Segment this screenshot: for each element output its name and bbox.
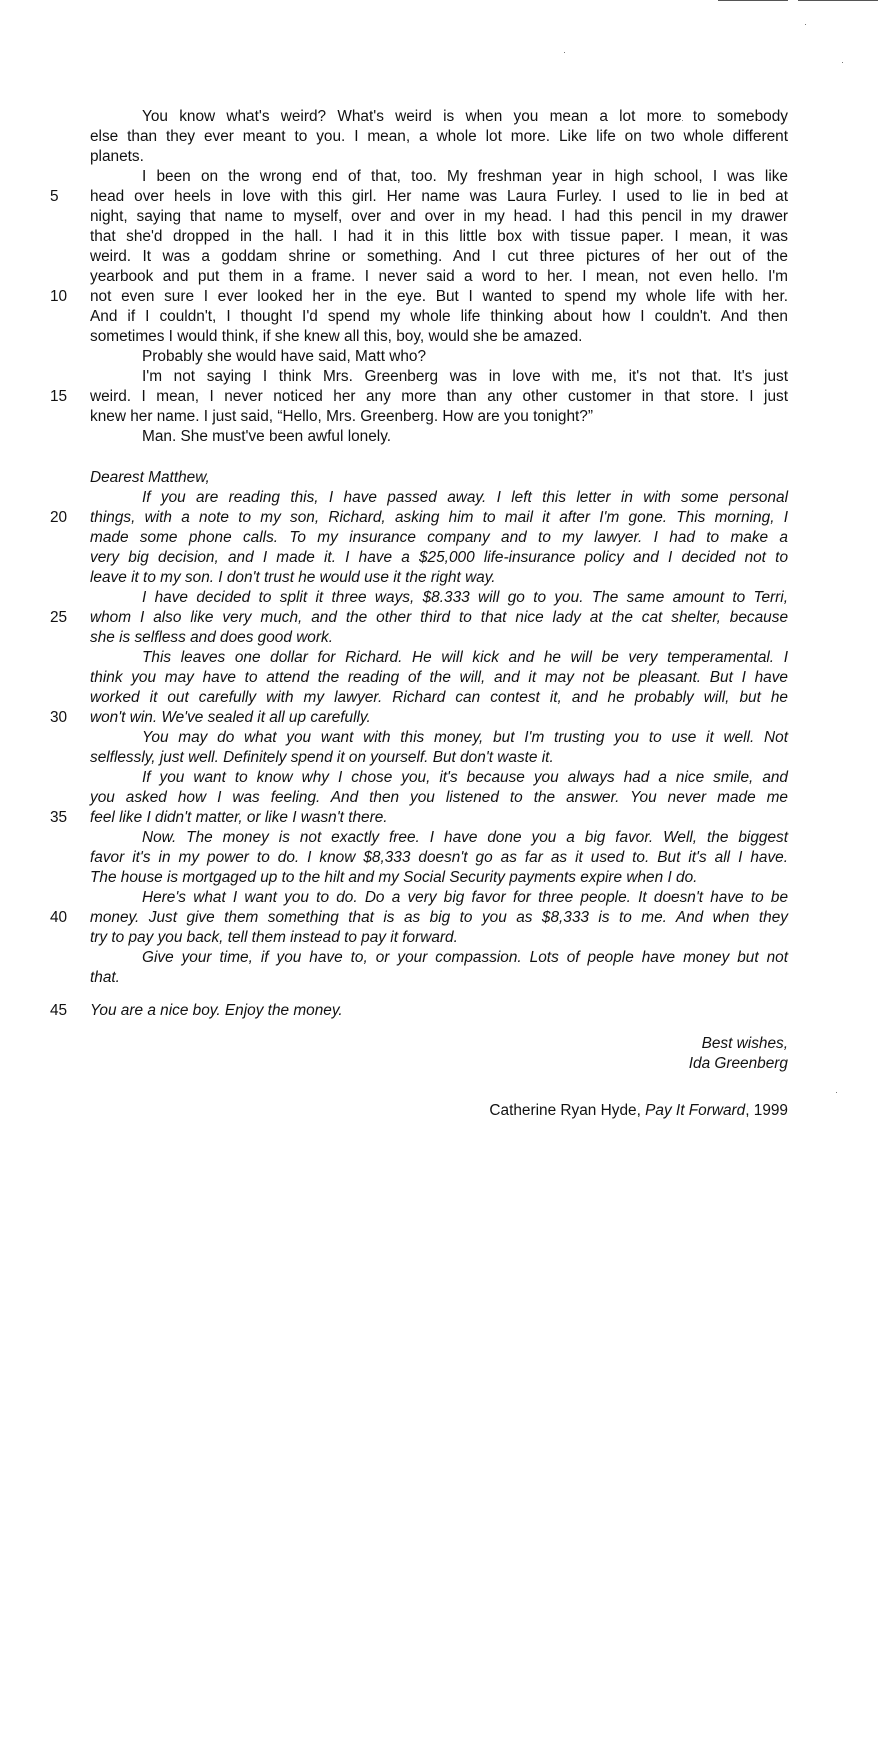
line-number: 20 (50, 509, 68, 526)
text-line-content: planets. (90, 148, 144, 165)
line-number: 45 (50, 1002, 68, 1019)
text-line (0, 848, 878, 868)
line-number: 15 (50, 388, 68, 405)
text-line-content: yearbook and put them in a frame. I never said a word to her. I mean, not even hello. I'm (90, 268, 788, 285)
text-line (0, 528, 878, 548)
signoff-text: Best wishes, (701, 1035, 788, 1052)
text-line (0, 247, 878, 267)
text-line (0, 628, 878, 648)
text-line-content: that she'd dropped in the hall. I had it in this little box with tissue paper. I mean, it was (90, 228, 788, 245)
text-line (0, 287, 878, 307)
text-line (0, 748, 878, 768)
line-number: 5 (50, 188, 59, 205)
text-line (0, 728, 878, 748)
line-number: 25 (50, 609, 68, 626)
citation-year: , 1999 (745, 1102, 788, 1119)
text-line-content: feel like I didn't matter, or like I wasn't there. (90, 809, 388, 826)
text-line-content: head over heels in love with this girl. Her name was Laura Furley. I used to lie in bed at (90, 188, 788, 205)
text-line (0, 768, 878, 788)
letter-closing (0, 1001, 878, 1021)
text-line (0, 367, 878, 387)
text-line (0, 508, 878, 528)
text-line (0, 928, 878, 948)
scan-edge-line (718, 0, 788, 1)
text-line-content: else than they ever meant to you. I mean, a whole lot more. Like life on two whole different (90, 128, 788, 145)
text-line (0, 788, 878, 808)
text-line (0, 327, 878, 347)
line-number: 30 (50, 709, 68, 726)
text-line-content: Now. The money is not exactly free. I have done you a big favor. Well, the biggest (142, 829, 788, 846)
text-line-content: she is selfless and does good work. (90, 629, 333, 646)
text-line (0, 568, 878, 588)
signature-text: Ida Greenberg (688, 1055, 788, 1072)
text-line-content: The house is mortgaged up to the hilt and my Social Security payments expire when I do. (90, 869, 698, 886)
text-line (0, 307, 878, 327)
line-number: 10 (50, 288, 68, 305)
text-line (0, 427, 878, 447)
text-line (0, 187, 878, 207)
text-line-content: Dearest Matthew, (90, 469, 210, 486)
text-line (0, 267, 878, 287)
text-line (0, 948, 878, 968)
line-number: 35 (50, 809, 68, 826)
text-line-content: This leaves one dollar for Richard. He will kick and he will be very temperamental. I (142, 649, 788, 666)
text-line (0, 708, 878, 728)
text-line-content: I have decided to split it three ways, $8.333 will go to you. The same amount to Terri, (142, 589, 788, 606)
text-line-content: If you are reading this, I have passed away. I left this letter in with some personal (142, 489, 788, 506)
text-line (0, 648, 878, 668)
text-line-content: won't win. We've sealed it all up carefully. (90, 709, 371, 726)
text-line (0, 868, 878, 888)
scan-edge-line (798, 0, 878, 1)
text-line-content: favor it's in my power to do. I know $8,333 doesn't go as far as it used to. But it's all I have. (90, 849, 788, 866)
text-line (0, 147, 878, 167)
text-line (0, 207, 878, 227)
text-line-content: Man. She must've been awful lonely. (142, 428, 392, 445)
scan-speck (564, 52, 565, 53)
citation-text (90, 1101, 788, 1121)
text-line-content: If you want to know why I chose you, it's because you always had a nice smile, and (142, 769, 788, 786)
passage-body (0, 107, 878, 1121)
text-line-content: weird. I mean, I never noticed her any more than any other customer in that store. I just (90, 388, 788, 405)
text-line-content: You are a nice boy. Enjoy the money. (90, 1002, 343, 1019)
text-line-content: money. Just give them something that is as big to you as $8,333 is to me. And when they (90, 909, 788, 926)
text-line-content: You know what's weird? What's weird is when you mean a lot more to somebody (142, 108, 788, 125)
text-line (0, 227, 878, 247)
text-line-content: I'm not saying I think Mrs. Greenberg was in love with me, it's not that. It's just (142, 368, 788, 385)
text-line (0, 347, 878, 367)
text-line (0, 167, 878, 187)
text-line (0, 407, 878, 427)
citation-title: Pay It Forward (645, 1102, 746, 1119)
text-line (0, 488, 878, 508)
text-line (0, 127, 878, 147)
text-line-content: You may do what you want with this money, but I'm trusting you to use it well. Not (142, 729, 788, 746)
text-line-content: Here's what I want you to do. Do a very big favor for three people. It doesn't have to be (142, 889, 788, 906)
text-line (0, 688, 878, 708)
text-line-content: And if I couldn't, I thought I'd spend my whole life thinking about how I couldn't. And then (90, 308, 788, 325)
scan-speck (805, 24, 806, 25)
text-line-content: try to pay you back, tell them instead to pay it forward. (90, 929, 458, 946)
letter-salutation (0, 468, 878, 488)
text-line (0, 608, 878, 628)
text-line-content: very big decision, and I made it. I have a $25,000 life-insurance policy and I decided not to (90, 549, 788, 566)
text-line (0, 588, 878, 608)
citation (0, 1101, 878, 1121)
text-line (0, 888, 878, 908)
letter-signoff (0, 1034, 878, 1054)
text-line-content: weird. It was a goddam shrine or something. And I cut three pictures of her out of the (90, 248, 788, 265)
text-line-content: you asked how I was feeling. And then you listened to the answer. You never made me (90, 789, 788, 806)
text-line-content: worked it out carefully with my lawyer. Richard can contest it, and he probably will, but he (90, 689, 788, 706)
text-line (0, 908, 878, 928)
text-line (0, 548, 878, 568)
scan-speck (842, 62, 843, 63)
citation-author: Catherine Ryan Hyde, (489, 1102, 646, 1119)
text-line (0, 107, 878, 127)
line-number: 40 (50, 909, 68, 926)
text-line-content: think you may have to attend the reading of the will, and it may not be pleasant. But I have (90, 669, 788, 686)
text-line (0, 828, 878, 848)
text-line (0, 968, 878, 988)
text-line-content: things, with a note to my son, Richard, asking him to mail it after I'm gone. This morning, I (90, 509, 788, 526)
text-line (0, 668, 878, 688)
text-line-content: Give your time, if you have to, or your compassion. Lots of people have money but not (142, 949, 788, 966)
letter-signature (0, 1054, 878, 1074)
text-line-content: Probably she would have said, Matt who? (142, 348, 427, 365)
text-line-content: night, saying that name to myself, over and over in my head. I had this pencil in my drawer (90, 208, 788, 225)
text-line-content: whom I also like very much, and the other third to that nice lady at the cat shelter, because (90, 609, 788, 626)
text-line-content: leave it to my son. I don't trust he would use it the right way. (90, 569, 496, 586)
text-line (0, 808, 878, 828)
text-line-content: made some phone calls. To my insurance company and to my lawyer. I had to make a (90, 529, 788, 546)
text-line-content: not even sure I ever looked her in the eye. But I wanted to spend my whole life with her. (90, 288, 788, 305)
text-line (0, 387, 878, 407)
text-line-content: sometimes I would think, if she knew all this, boy, would she be amazed. (90, 328, 583, 345)
text-line-content: that. (90, 969, 120, 986)
text-line-content: I been on the wrong end of that, too. My freshman year in high school, I was like (142, 168, 788, 185)
text-line-content: knew her name. I just said, “Hello, Mrs. Greenberg. How are you tonight?” (90, 408, 593, 425)
text-line-content: selflessly, just well. Definitely spend it on yourself. But don't waste it. (90, 749, 554, 766)
